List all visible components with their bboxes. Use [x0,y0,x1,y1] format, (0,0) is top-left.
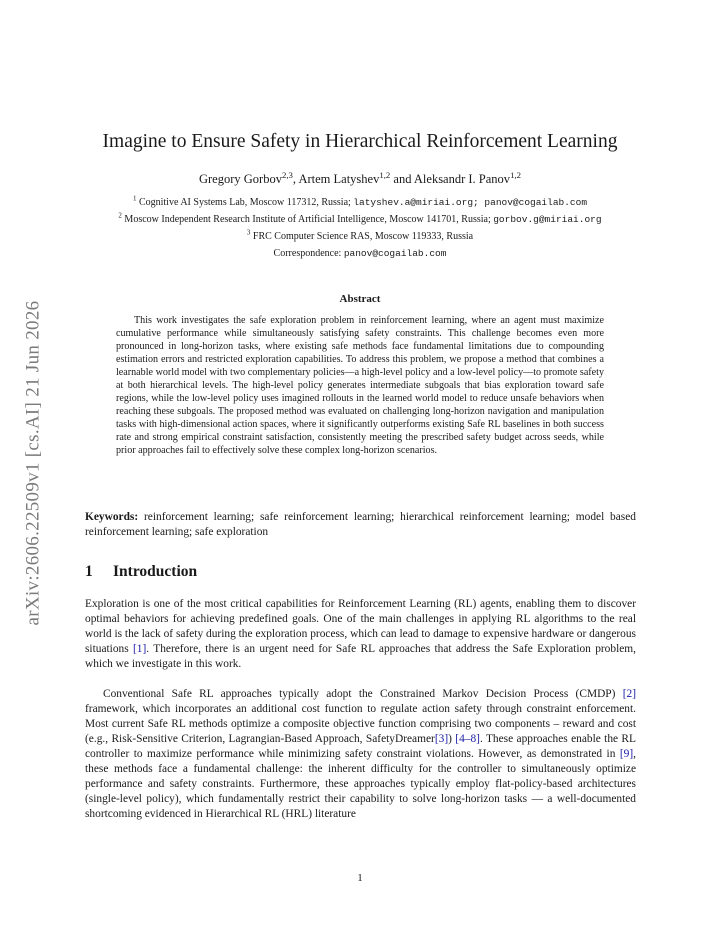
arxiv-identifier-stamp [16,263,50,663]
affiliation-emails[interactable]: gorbov.g@miriai.org [493,214,602,225]
intro-paragraph-1 [85,597,636,672]
correspondence-label: Correspondence: [273,248,344,259]
section-heading-introduction [85,563,197,581]
author-separator: , [292,172,299,186]
section-number: 1 [85,563,93,580]
correspondence-line [60,248,660,259]
section-title: Introduction [113,563,198,580]
citation-link[interactable]: [2] [622,688,636,700]
affiliation-number: 3 [246,228,251,237]
affiliation-number: 2 [118,211,122,220]
author-name: Aleksandr I. Panov [413,172,511,186]
paragraph-text: . These approaches enable the RL controller to maximize performance while minimizing safety constraint violations. However, as demonstrated in [85,733,636,761]
arxiv-stamp-text: arXiv:2606.22509v1 [cs.AI] 21 Jun 2026 [22,300,43,626]
author-affiliation-mark: 2,3 [281,169,293,180]
affiliation-3 [60,228,660,242]
author-name: Gregory Gorbov [198,172,282,186]
citation-link[interactable]: [4–8] [455,733,480,746]
affiliation-number: 1 [132,194,137,203]
citation-link[interactable]: [3] [434,733,449,746]
affiliation-text: FRC Computer Science RAS, Moscow 119333, Russia [252,231,474,242]
paragraph-text: . Therefore, there is an urgent need for Safe RL approaches that address the Safe Exploration problem, which we investigate in this work. [85,643,636,671]
affiliation-text: Moscow Independent Research Institute of Artificial Intelligence, Moscow 141701, Russia; [124,214,494,225]
author-affiliation-mark: 1,2 [510,169,521,180]
affiliation-text: Cognitive AI Systems Lab, Moscow 117312, Russia; [138,197,354,208]
keywords-label: Keywords: [85,511,139,523]
abstract-heading: Abstract [339,293,381,305]
abstract-text: This work investigates the safe exploration problem in reinforcement learning, where an agent must maximize cumulative performance while simultaneously satisfying safety constraints. This challenge becomes even more pronounced in long-horizon tasks, where existing safe methods face fundamental limitations due to compounding estimation errors and restricted exploration capabilities. To address this problem, we propose a method that combines a learnable world model with two complementary policies—a high-level policy and a low-level policy—to promote safety at both hierarchical levels. The high-level policy generates intermediate subgoals that bias exploration toward safe regions, while the low-level policy uses imagined rollouts in the learned world model to reduce unsafe behaviors when reaching these subgoals. The proposed method was evaluated on challenging long-horizon navigation and manipulation tasks with high-dimensional action spaces, where it significantly outperforms existing Safe RL baselines in both success rate and strong empirical constraint satisfaction, consistently meeting the prescribed safety budget across seeds, while prior approaches fail to effectively solve these complex long-horizon scenarios. [116,315,604,457]
paragraph-text: ) [448,733,456,746]
keywords [85,510,636,540]
intro-paragraph-2 [85,687,636,822]
citation-link[interactable]: [1] [132,643,147,656]
page-number: 1 [357,872,363,884]
author-separator: and [390,172,414,186]
author-affiliation-mark: 1,2 [379,169,391,180]
paragraph-text: framework, which incorporates an additional cost function to regulate action safety through constraint enforcement. Most current Safe RL methods optimize a composite objective function comprising two components – reward and cost (e.g., Risk-Sensitive Criterion, Lagrangian-Based Approach, SafetyDreamer [85,703,636,746]
citation-link[interactable]: [9] [619,748,634,761]
paper-title: Imagine to Ensure Safety in Hierarchical Reinforcement Learning [102,131,618,152]
paragraph-text: Exploration is one of the most critical capabilities for Reinforcement Learning (RL) agents, enabling them to discover optimal behaviors for achieving predefined goals. One of the main challenges in applying RL algorithms to the real world is the lack of safety during the exploration process, which can lead to damage to expensive hardware or dangerous situations [85,598,636,656]
paragraph-text: , these methods face a fundamental challenge: the inherent difficulty for the controller to simultaneously optimize performance and safety constraints. Furthermore, these approaches typically employ flat-policy-based architectures (single-level policy), which fundamentally restrict their capability to solve long-horizon tasks — a well-documented shortcoming evidenced in Hierarchical RL (HRL) literature [85,748,636,821]
keywords-text: reinforcement learning; safe reinforcement learning; hierarchical reinforcement learning; model based reinforcement learning; safe exploration [85,511,636,538]
author-name: Artem Latyshev [298,172,380,186]
author-list [60,169,660,187]
correspondence-email[interactable]: panov@cogailab.com [343,248,447,259]
affiliation-1 [60,194,660,208]
affiliation-emails[interactable]: latyshev.a@miriai.org; panov@cogailab.com [353,197,588,208]
affiliation-2 [60,211,660,225]
paragraph-text: Conventional Safe RL approaches typically adopt the Constrained Markov Decision Process (CMDP) [103,688,623,700]
